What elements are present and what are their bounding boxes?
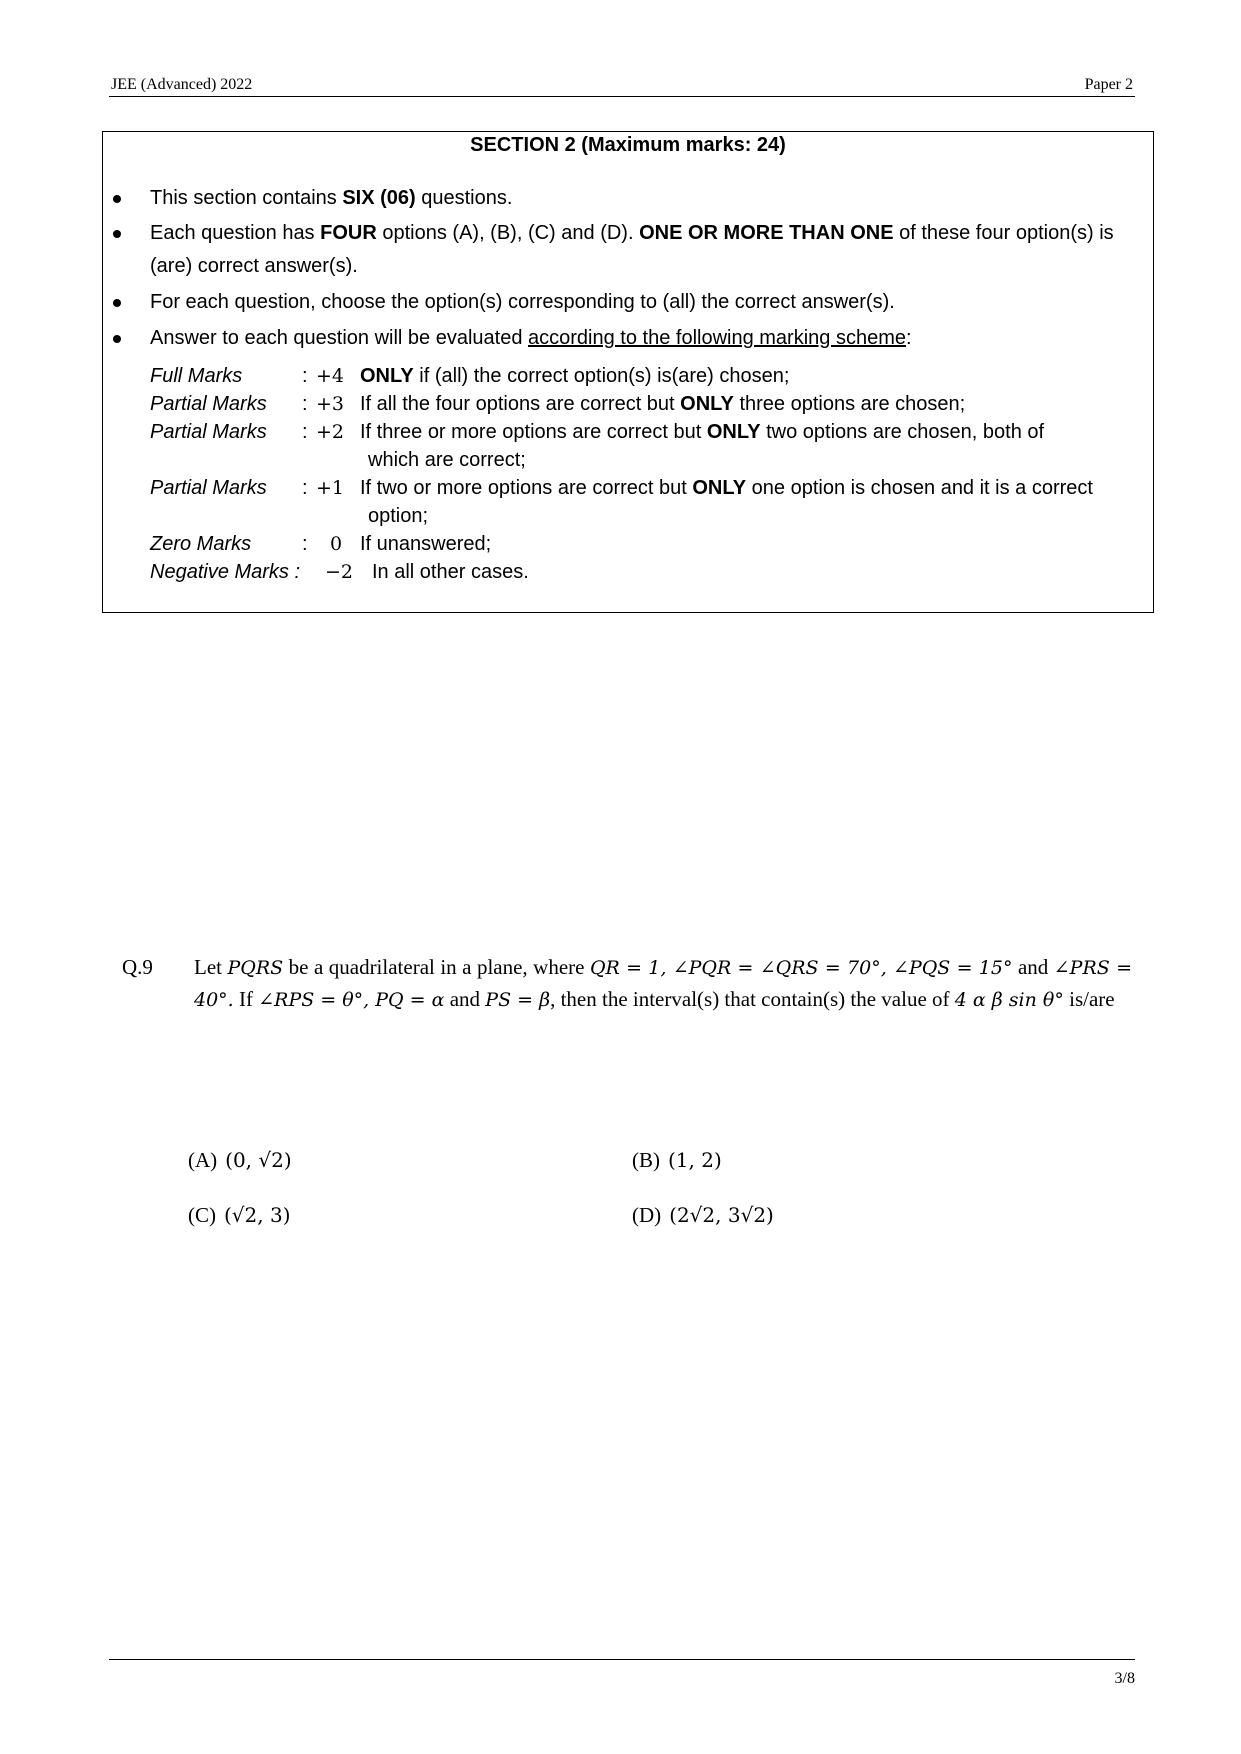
instruction-3: For each question, choose the option(s) corresponding to (all) the correct answer(s). (150, 291, 895, 313)
exam-title: JEE (Advanced) 2022 (111, 76, 253, 93)
instruction-1: This section contains SIX (06) questions. (150, 187, 513, 209)
question-number: Q.9 (122, 955, 153, 979)
footer-divider (109, 1659, 1135, 1660)
option-b[interactable]: (B) (1, 2) (632, 1148, 722, 1172)
page-header (109, 74, 1135, 97)
instruction-4: Answer to each question will be evaluated according to the following marking scheme: (150, 327, 912, 349)
question-text: Let PQRS be a quadrilateral in a plane, where QR = 1, ∠PQR = ∠QRS = 70°, ∠PQS = 15° and ∠PRS = 40°. If ∠RPS = θ°, PQ = α and PS = β, then the interval(s) that contain(s) the value of 4 α β sin θ° is/are (194, 955, 1132, 1011)
bullet-icon (113, 299, 121, 307)
bullet-icon (113, 195, 121, 203)
section-instructions-box: SECTION 2 (Maximum marks: 24) This section contains SIX (06) questions. Each question has FOUR options (A), (B), (C) and (D). ONE OR MORE THAN ONE of these four option(s) is (are) correct answer(s). For each question, choose the option(s) corresponding to (all) the correct answer(s). Answer to each question will be evaluated according to the following marking scheme: Full Marks : +4 ONLY if (all) the correct option(s) is(are) chosen; Partial Marks : +3 If all the four options are correct but ONLY three options are chosen; Partial Marks : +2 If three or more options are correct but ONLY two options are chosen, both of which are correct; Partial Marks : +1 If two or more options are correct but ONLY one option is chosen and it is a correct option; Zero Marks : 0 If unanswered; Negative Marks : −2 In all other cases. (102, 131, 1154, 613)
bullet-icon (113, 335, 121, 343)
bullet-icon (113, 230, 121, 238)
instruction-2: Each question has FOUR options (A), (B), (C) and (D). ONE OR MORE THAN ONE of these four option(s) is (are) correct answer(s). (150, 222, 1114, 277)
option-d[interactable]: (D) (2√2, 3√2) (632, 1203, 774, 1227)
paper-label: Paper 2 (1084, 76, 1133, 93)
option-c[interactable]: (C) (√2, 3) (188, 1203, 291, 1227)
section-title: SECTION 2 (Maximum marks: 24) (470, 134, 786, 156)
option-a[interactable]: (A) (0, √2) (188, 1148, 292, 1172)
page-number: 3/8 (1114, 1670, 1135, 1687)
